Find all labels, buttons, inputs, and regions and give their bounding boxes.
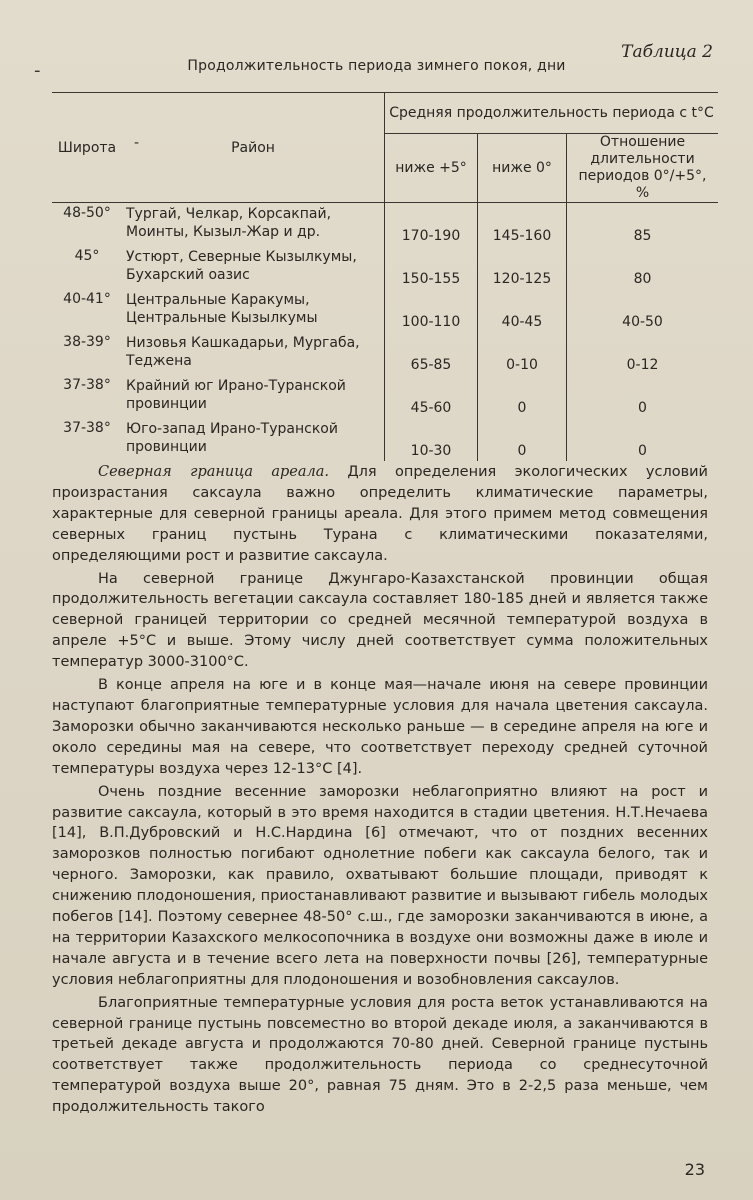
header-average-span-label: Средняя продолжительность периода с t°C [389,105,714,121]
cell-ratio: 0 [567,418,719,461]
cell-below-0: 0-10 [478,332,567,375]
margin-mark: - [34,60,41,81]
cell-below-0: 0 [478,375,567,418]
paragraph: Очень поздние весенние заморозки неблагоприятно влияют на рост и развитие саксаула, который в это время находится в стадии цветения. Н.Т.Нечаева [14], В.П.Дубровский и Н.С.Нардина [6] отмечают, что от поздних весенних заморозков полностью погибают однолетние побеги как саксаула белого, так и черного. Заморозки, как правило, охватывают большие площади, приводят к снижению плодоношения, приостанавливают развитие и вызывают гибель молодых побегов [14]. Поэтому севернее 48-50° с.ш., где заморозки заканчиваются в июне, а на территории Казахского мелкосопочника в воздухе они возможны даже в июле и начале августа и в течение всего лета на поверхности почвы [26], температурные условия неблагоприятны для плодоношения и возобновления саксаулов. [52,783,708,988]
table-row [52,332,718,375]
cell-ratio: 40-50 [567,289,719,332]
dormancy-table [52,92,718,461]
table-row [52,418,718,461]
paragraph-text: Для определения экологических условий произрастания саксаула важно определить климатические параметры, характерные для северной границы ареала. Для этого примем метод совмещения северных границ пустынь Турана с климатическими показателями, определяющими рост и развитие саксаула. [52,464,708,564]
cell-latitude: 37-38° [63,377,111,393]
header-average-span [385,93,719,134]
cell-latitude: 45° [74,248,100,264]
cell-below-5: 65-85 [385,332,478,375]
table-label: Таблица 2 [621,42,713,62]
paragraph: Благоприятные температурные условия для роста веток устанавливаются на северной границе пустынь повсеместно во второй декаде июля, а заканчиваются в третьей декаде августа и продолжаются 70-80 дней. Северной границе пустынь соответствует также продолжительность периода со среднесуточной температурой воздуха выше 20°, равная 75 дням. Это в 2-2,5 раза меньше, чем продолжительность такого [52,994,708,1116]
cell-latitude: 40-41° [63,291,111,307]
cell-latitude: 37-38° [63,420,111,436]
cell-region: Юго-запад Ирано-Туранской провинции [126,421,338,455]
cell-latitude: 38-39° [63,334,111,350]
cell-below-5: 100-110 [385,289,478,332]
table-row [52,203,718,247]
cell-below-0: 40-45 [478,289,567,332]
body-text [52,462,708,1118]
cell-below-5: 150-155 [385,246,478,289]
header-below-0-label: ниже 0° [492,159,552,176]
header-region [122,93,385,203]
table-row [52,375,718,418]
cell-below-5: 170-190 [385,203,478,247]
cell-latitude: 48-50° [63,205,111,221]
cell-region: Крайний юг Ирано-Туранской провинции [126,378,346,412]
header-below-5 [385,134,478,203]
cell-ratio: 80 [567,246,719,289]
header-below-0 [478,134,567,203]
header-dash: - [134,135,140,151]
paragraph: В конце апреля на юге и в конце мая—начале июня на севере провинции наступают благоприятные температурные условия для начала цветения саксаула. Заморозки обычно заканчиваются несколько раньше — в середине апреля на юге и около середины мая на севере, что соответствует переходу средней суточной температуры воздуха через 12-13°С [4]. [52,677,708,777]
cell-below-0: 120-125 [478,246,567,289]
cell-ratio: 0 [567,375,719,418]
cell-ratio: 85 [567,203,719,247]
cell-below-5: 10-30 [385,418,478,461]
paragraph: На северной границе Джунгаро-Казахстанской провинции общая продолжительность вегетации саксаула составляет 180-185 дней и является также северной границей территории со средней месячной температурой воздуха в апреле +5°С и выше. Этому числу дней соответствует сумма положительных температур 3000-3100°С. [52,570,708,671]
header-ratio [567,134,719,203]
paragraph [52,462,708,567]
table-row [52,289,718,332]
cell-below-5: 45-60 [385,375,478,418]
header-below-5-label: ниже +5° [395,159,467,176]
cell-region: Низовья Кашкадарьи, Мургаба, Теджена [126,335,360,369]
header-latitude-label: Широта [57,139,117,156]
header-ratio-label: Отношение длительности периодов 0°/+5°, % [578,134,707,201]
cell-below-0: 145-160 [478,203,567,247]
header-region-label: Район [231,139,275,156]
cell-ratio: 0-12 [567,332,719,375]
table-title: Продолжительность периода зимнего покоя, дни [187,58,566,74]
cell-region: Устюрт, Северные Кызылкумы, Бухарский оазис [126,249,357,283]
page-number: 23 [684,1160,705,1179]
cell-region: Центральные Каракумы, Центральные Кызылкумы [126,292,318,326]
table-row [52,246,718,289]
header-latitude [52,93,122,203]
section-heading: Северная граница ареала. [98,464,329,480]
cell-region: Тургай, Челкар, Корсакпай, Моинты, Кызыл-Жар и др. [126,206,332,240]
cell-below-0: 0 [478,418,567,461]
